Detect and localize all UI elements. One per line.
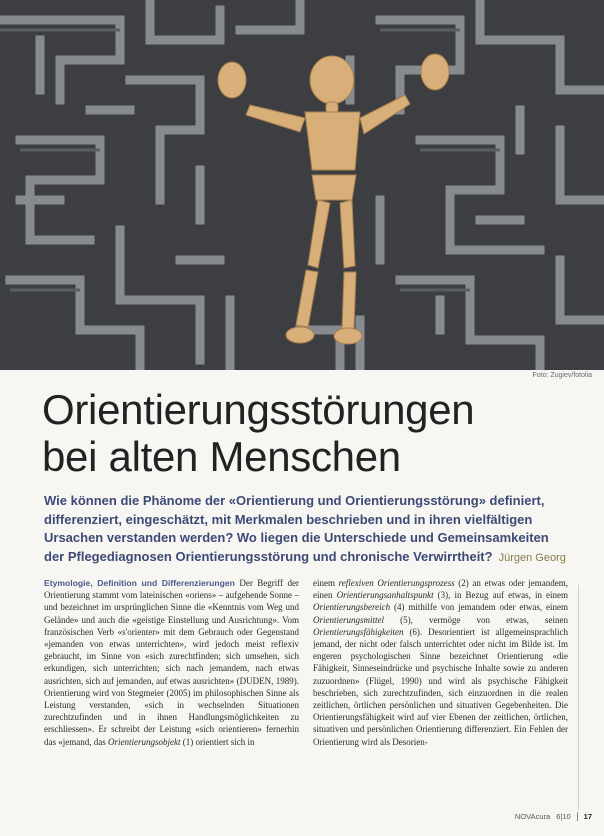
photo-credit: Foto: Zugiev/fotolia — [532, 372, 592, 379]
body-text: (4) mithilfe von jemandem oder etwas, einem — [394, 602, 568, 613]
body-text: (3), in Bezug auf etwas, in einem — [437, 590, 568, 601]
body-text: (6). Desorientiert ist allgemeinsprachlich jemand, der nicht oder falsch unterrichtet oder nicht im Bilde ist. Im engeren psychologischen Sinne bezeichnet Orientierung «die Fähigkeit, Sinneseindrücke und psychische Inhalte sowie zu anderen zuzuordnen» (Flügel, 1990) und wird als psychische Fähigkeit beschrieben, sich zurechtzufinden, sich einzuordnen in die realen zeitlichen, örtlichen persönlichen und situativen Gegebenheiten. Die Orientierungsfähigkeit wird auf vier Ebenen der zeitlichen, örtlichen, situativen und persönlichen Orientierung differenziert. Ein Fehlen der Orientierung wird als Desorien- — [313, 626, 568, 747]
column-rule — [578, 585, 579, 810]
body-columns — [44, 577, 568, 809]
body-column-1 — [44, 577, 299, 809]
body-italic: Orientierungsbereich — [313, 602, 391, 613]
body-text: einem — [313, 578, 335, 588]
article-title — [42, 386, 474, 480]
title-line-2: bei alten Menschen — [42, 433, 401, 480]
body-italic: reflexiven Orientierungsprozess — [338, 578, 455, 588]
issue-number: 6|10 — [556, 812, 571, 821]
body-italic: Orientierungsmittel — [313, 614, 384, 625]
page-number: 17 — [583, 812, 592, 821]
body-text: (5), vermöge von etwas, seinen — [400, 614, 568, 625]
body-text: Der Begriff der Orientierung stammt vom lateinischen «oriens» – aufgehende Sonne – und bezeichnet im ursprünglichen Sinne die «Kenntnis vom Weg und Gelände» und auch die «geistige Einstellung und Ausrichtung». Vom französischen Verb «s'orienter» mit dem Gebrauch oder Gegenstand «jemanden von etwas unterrichten», wird jedoch meist reflexiv gebraucht, im Sinne von «sich zurechtfinden; sich umsehen, sich erkundigen, sich unterrichten; sich nach jemandem, nach etwas ausrichten, sich auf jemanden, auf etwas ausrichten» (DUDEN, 1989). Orientierung wird von Stegmeier (2005) im philosophischen Sinne als Leistung verstanden, «sich in wechselnden Situationen zurechtzufinden und in ihnen Handlungsmöglichkeiten zu erschliessen». Er schreibt der Leistung «sich orientieren» fernerhin das «jemand, das — [44, 578, 299, 747]
body-italic: Orientierungsobjekt — [107, 736, 181, 747]
section-heading: Etymologie, Definition und Differenzierungen — [44, 578, 235, 588]
body-italic: Orientierungsanhaltspunkt — [336, 590, 434, 601]
journal-name: NOVAcura — [514, 812, 551, 821]
footer-divider — [577, 812, 578, 821]
body-column-2 — [313, 577, 568, 809]
body-text: (1) orientiert sich in — [182, 736, 255, 747]
mannequin-maze-image — [0, 0, 604, 370]
author-name: Jürgen Georg — [498, 551, 566, 564]
lead-text: Wie können die Phänome der «Orientierung und Orientierungsstörung» definiert, differenziert, eingeschätzt, mit Merkmalen beschrieben und in ihren vielfältigen Ursachen verstanden werden? Wo liegen die Unterschiede und Gemeinsamkeiten der Pflegediagnosen Orientierungsstörung und chronische Verwirrtheit? — [44, 493, 549, 564]
body-text: (2) an etwas oder jemandem, einen — [313, 578, 568, 601]
body-italic: Orientierungsfähigkeiten — [313, 626, 404, 637]
page-footer — [515, 812, 592, 821]
header-photo — [0, 0, 604, 370]
article-lead — [44, 492, 568, 567]
title-line-1: Orientierungsstörungen — [42, 386, 475, 433]
